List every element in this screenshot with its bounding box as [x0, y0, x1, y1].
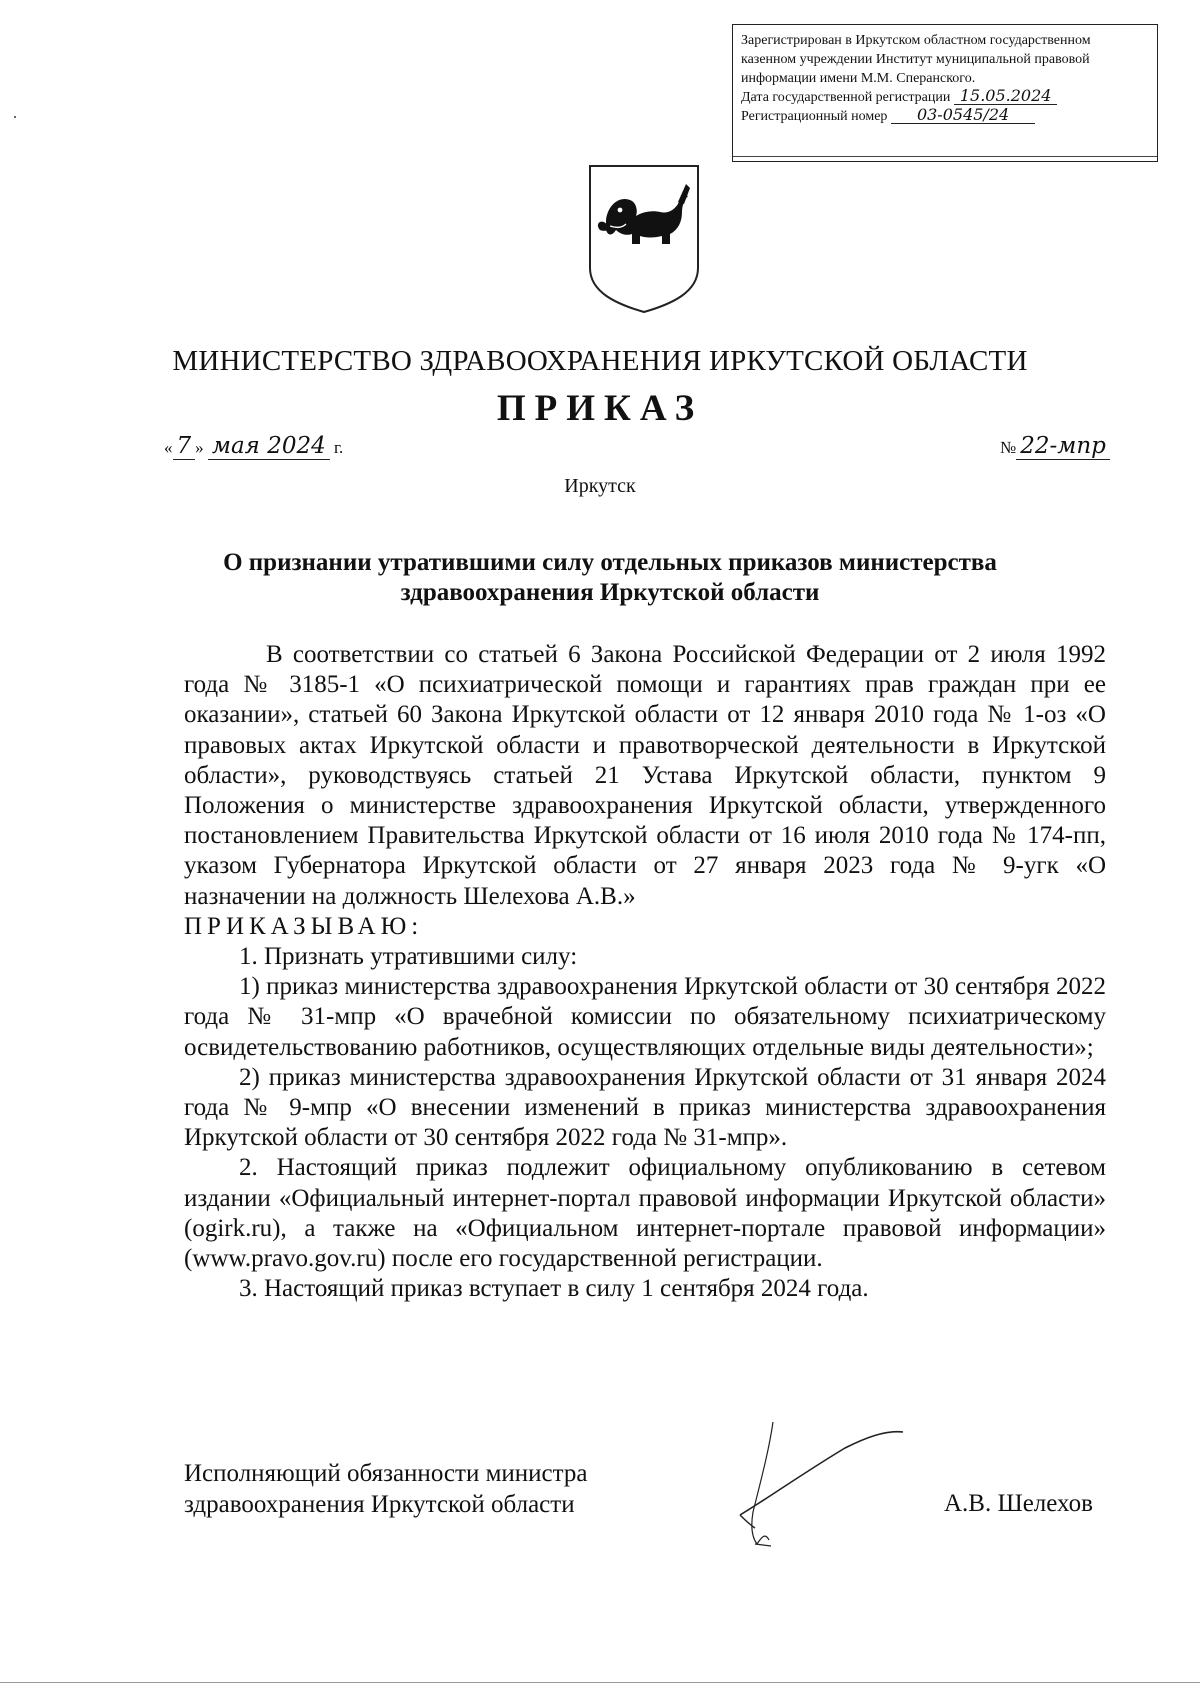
- preamble: В соответствии со статьей 6 Закона Российской Федерации от 2 июля 1992 года № 3185-1 «О психиатрической помощи и гарантиях прав граждан при ее оказании», статьей 60 Закона Иркутской области от 12 января 2010 года № 1-оз «О правовых актах Иркутской области и правотворческой деятельности в Иркутской области», руководствуясь статьей 21 Устава Иркутской области, пунктом 9 Положения о министерстве здравоохранения Иркутской области, утвержденного постановлением Правительства Иркутской области от 16 июля 2010 года № 174-пп, указом Губернатора Иркутской области от 27 января 2023 года № 9-угк «О назначении на должность Шелехова А.В.»: [184, 641, 1106, 910]
- order-date: [164, 433, 343, 460]
- document-type: ПРИКАЗ: [496, 388, 704, 429]
- number-label: №: [1000, 438, 1017, 457]
- position-line-1: Исполняющий обязанности министра: [184, 1460, 588, 1487]
- stamp-line-1: Зарегистрирован в Иркутском областном государственном: [741, 33, 1091, 48]
- title-line-1: О признании утратившими силу отдельных приказов министерства: [223, 549, 997, 576]
- document-body: [184, 640, 1106, 1304]
- stamp-date-value: 15.05.2024: [954, 88, 1058, 105]
- date-close-quote: »: [195, 438, 204, 457]
- position-line-2: здравоохранения Иркутской области: [184, 1491, 575, 1518]
- item-1-2: 2) приказ министерства здравоохранения Иркутской области от 31 января 2024 года № 9-мпр «О внесении изменений в приказ министерства здравоохранения Иркутской области от 30 сентября 2022 года № 31-мпр».: [184, 1063, 1106, 1152]
- signatory-name: А.В. Шелехов: [944, 1490, 1093, 1517]
- coat-of-arms-icon: [586, 164, 702, 314]
- order-number: [1000, 433, 1110, 460]
- item-1: 1. Признать утратившими силу:: [239, 943, 578, 971]
- signatory-position: [184, 1458, 587, 1520]
- stamp-line-3: информации имени М.М. Сперанского.: [741, 71, 976, 86]
- item-2: 2. Настоящий приказ подлежит официальному опубликованию в сетевом издании «Официальный интернет-портал правовой информации Иркутской области» (ogirk.ru), а также на «Официальном интернет-портале правовой информации» (www.pravo.gov.ru) после его государственной регистрации.: [184, 1154, 1106, 1273]
- number-value: 22-мпр: [1016, 433, 1110, 460]
- stamp-reg-label: Регистрационный номер: [741, 109, 888, 124]
- stamp-reg-value: 03-0545/24: [891, 107, 1035, 124]
- title-line-2: здравоохранения Иркутской области: [400, 579, 820, 606]
- item-1-1: 1) приказ министерства здравоохранения Иркутской области от 30 сентября 2022 года № 31-мпр «О врачебной комиссии по обязательному психиатрическому освидетельствованию работников, осуществляющих отдельные виды деятельности»;: [184, 973, 1106, 1061]
- city: Иркутск: [564, 475, 636, 497]
- stamp-date-label: Дата государственной регистрации: [741, 90, 951, 105]
- ministry-name: МИНИСТЕРСТВО ЗДРАВООХРАНЕНИЯ ИРКУТСКОЙ ОБЛАСТИ: [172, 345, 1028, 377]
- date-suffix: г.: [334, 438, 344, 457]
- item-3: 3. Настоящий приказ вступает в силу 1 сентября 2024 года.: [239, 1275, 869, 1303]
- scan-speck: [14, 116, 16, 118]
- registration-stamp: [732, 24, 1158, 162]
- stamp-line-2: казенном учреждении Институт муниципальной правовой: [741, 52, 1090, 67]
- date-day: 7: [173, 433, 196, 460]
- scan-bottom-edge: [0, 1682, 1200, 1683]
- date-open-quote: «: [164, 438, 173, 457]
- stamp-reg-row: [741, 107, 1149, 126]
- date-month-year: мая 2024: [208, 433, 330, 460]
- document-title: [180, 548, 1040, 608]
- order-word: ПРИКАЗЫВАЮ:: [184, 912, 424, 940]
- handwritten-signature: [735, 1420, 905, 1550]
- stamp-bottom-line: [733, 156, 1157, 157]
